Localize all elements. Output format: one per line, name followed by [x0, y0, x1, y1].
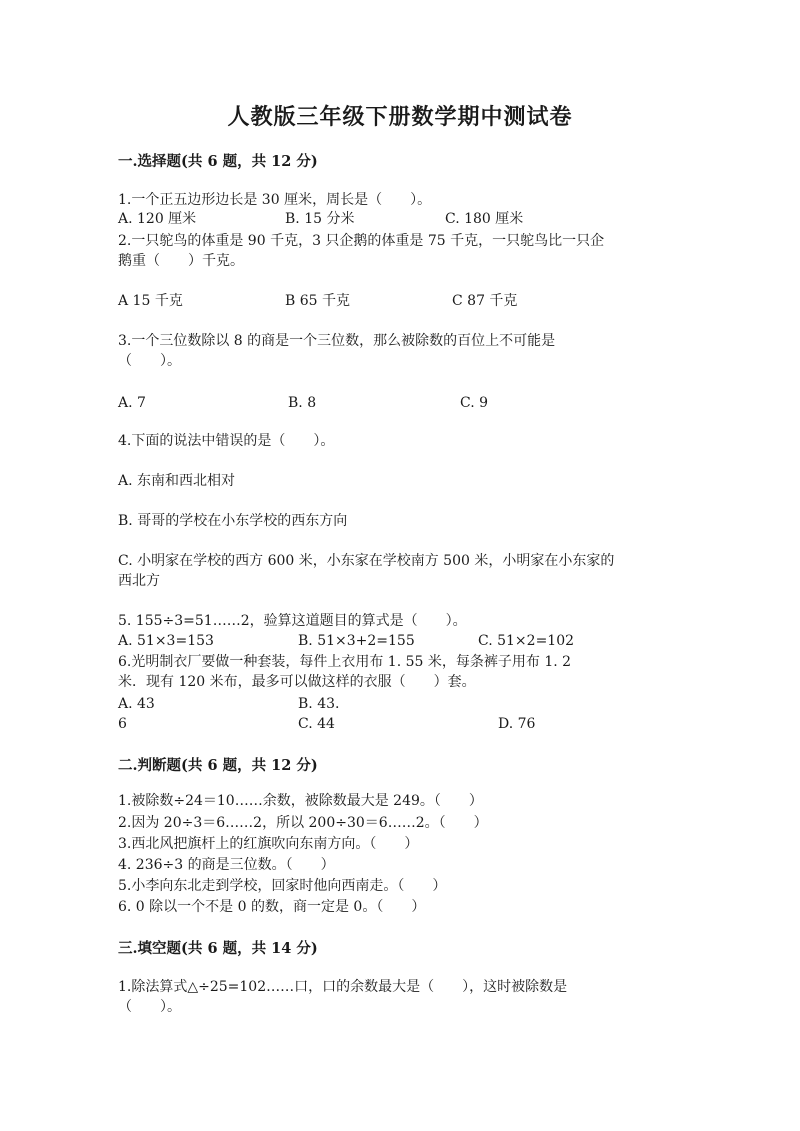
option: A 15 千克	[118, 293, 183, 309]
option: 西北方	[118, 573, 160, 589]
option: A. 东南和西北相对	[118, 473, 236, 489]
option: B. 15 分米	[285, 211, 355, 227]
option: B. 哥哥的学校在小东学校的西东方向	[118, 513, 348, 529]
question-text: 1.除法算式△÷25=102……口，口的余数最大是（ ），这时被除数是	[118, 979, 568, 995]
option: 6	[118, 716, 127, 732]
question-text: 5. 155÷3=51……2，验算这道题目的算式是（ ）。	[118, 613, 467, 629]
option: A. 51×3=153	[118, 633, 214, 649]
option: C. 小明家在学校的西方 600 米，小东家在学校南方 500 米，小明家在小东家的	[118, 553, 615, 569]
option: C. 51×2=102	[478, 633, 575, 649]
question-text: 1.一个正五边形边长是 30 厘米，周长是（ ）。	[118, 192, 432, 208]
question-text: 6.光明制衣厂要做一种套装，每件上衣用布 1. 55 米，每条裤子用布 1. 2	[118, 654, 572, 670]
option: A. 7	[118, 395, 146, 411]
question-text: （ ）。	[118, 353, 181, 369]
option: C. 9	[460, 395, 489, 411]
question-text: 鹅重（ ）千克。	[118, 253, 244, 269]
question-text: 米．现有 120 米布，最多可以做这样的衣服（ ）套。	[118, 674, 476, 690]
statement: 2.因为 20÷3＝6……2，所以 200÷30＝6……2。（ ）	[118, 815, 488, 831]
question-text: 4.下面的说法中错误的是（ ）。	[118, 433, 335, 449]
question-text: 3.一个三位数除以 8 的商是一个三位数，那么被除数的百位上不可能是	[118, 333, 556, 349]
section-heading: 二.判断题(共 6 题，共 12 分)	[118, 757, 318, 774]
option: B. 8	[288, 395, 317, 411]
option: A. 43	[118, 696, 155, 712]
section-heading: 三.填空题(共 6 题，共 14 分)	[118, 940, 318, 957]
option: C. 180 厘米	[445, 211, 524, 227]
question-text: 2.一只鸵鸟的体重是 90 千克，3 只企鹅的体重是 75 千克，一只鸵鸟比一只企	[118, 233, 605, 249]
statement: 1.被除数÷24＝10……余数，被除数最大是 249。（ ）	[118, 793, 483, 809]
statement: 6. 0 除以一个不是 0 的数，商一定是 0。（ ）	[118, 899, 426, 915]
statement: 3.西北风把旗杆上的红旗吹向东南方向。（ ）	[118, 836, 419, 852]
statement: 5.小李向东北走到学校，回家时他向西南走。（ ）	[118, 878, 447, 894]
exam-title: 人教版三年级下册数学期中测试卷	[227, 104, 573, 130]
option: D. 76	[498, 716, 536, 732]
option: C. 44	[298, 716, 335, 732]
question-text: （ ）。	[118, 999, 181, 1015]
statement: 4. 236÷3 的商是三位数。（ ）	[118, 857, 335, 873]
option: C 87 千克	[452, 293, 518, 309]
option: B 65 千克	[285, 293, 351, 309]
section-heading: 一.选择题(共 6 题，共 12 分)	[118, 153, 318, 170]
option: B. 51×3+2=155	[298, 633, 415, 649]
option: B. 43.	[298, 696, 340, 712]
option: A. 120 厘米	[118, 211, 197, 227]
